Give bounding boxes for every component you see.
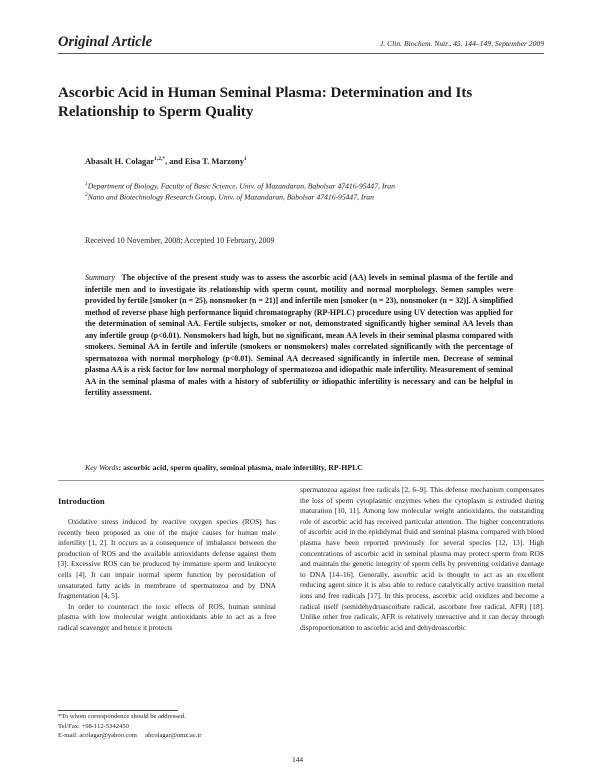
author-affiliation-marker: 1,2,* <box>154 156 166 162</box>
author-affiliation-marker: 1 <box>243 156 247 162</box>
author-name: Abasalt H. Colagar <box>85 156 155 166</box>
footnote-divider <box>58 710 178 711</box>
header-divider <box>58 53 544 54</box>
abstract-text: The objective of the present study was to assess the ascorbic acid (AA) levels in seminal plasma of the fertile and infertile men and to investigate its relationship with sperm count, motility and normal morphology. Semen samples were provided by fertile [smoker (n = 25), nonsmoker (n = 21)] and infertile men [smoker (n = 23), nonsmoker (n = 32)]. A simplified method of reverse phase high performance liquid chromatography (RP-HPLC) procedure using UV detection was applied for the determination of seminal AA. Fertile subjects, smoker or not, demonstrated significantly higher seminal AA levels than any infertile group (p<0.01). Nonsmokers had high, but no significant, mean AA levels in their seminal plasma compared with smokers. Seminal AA in fertile and infertile (smokers or nonsmokers) males correlated significantly with the percentage of spermatozoa with normal morphology (p<0.01). Seminal AA decreased significantly in infertile men. Decrease of seminal plasma AA is a risk factor for low normal morphology of spermatozoa and idiopathic male infertility. Measurement of seminal AA in the seminal plasma of males with a history of subfertility or idiopathic infertility is necessary and can be helpful in fertility assessment. <box>85 273 514 397</box>
journal-citation: J. Clin. Biochem. Nutr., 45, 144–149, September 2009 <box>379 39 544 48</box>
body-column-right <box>300 485 544 633</box>
body-paragraph: Oxidative stress induced by reactive oxygen species (ROS) has recently been proposed as one of the major causes for human male infertility [1, 2]. It occurs as a consequence of imbalance between the production of ROS and the available antioxidants defense against them [3]. Excessive ROS can be produced by immature sperm and leukocyte cells [4]. It can impair normal sperm function by peroxidation of unsaturated fatty acids in membrane of spermatozoa and by DNA fragmentation [4, 5]. <box>58 517 276 601</box>
page-number: 144 <box>292 755 304 764</box>
author-connector: , and <box>165 156 185 166</box>
section-divider <box>58 480 544 481</box>
article-type-label: Original Article <box>58 34 153 50</box>
article-title: Ascorbic Acid in Human Seminal Plasma: Determination and Its Relationship to Sperm Quality <box>58 85 473 120</box>
affiliation-marker: 2 <box>85 192 88 198</box>
keywords-label: Key Words <box>85 463 119 472</box>
footnote-line: *To whom correspondence should be addressed. <box>58 713 186 720</box>
body-paragraph: spermatozoa against free radicals [2, 6–9]. This defense mechanism compensates the loss of sperm cytoplasmic enzymes when the cytoplasm is extruded during maturation [10, 11]. Among low molecular weight antioxidants, the outstanding role of ascorbic acid has received particular attention. The higher concentrations of ascorbic acid in the epididymal fluid and seminal plasma compared with blood plasma have been reported previously for several species [12, 13]. High concentrations of ascorbic acid in seminal plasma may protect sperm from ROS and maintain the genetic integrity of sperm cells by preventing oxidative damage to DNA [14–16]. Generally, ascorbic acid is thought to act as an excellent reducing agent since it is also able to reduce catalytically active transition metal ions and free radicals [17]. In this process, ascorbic acid oxidizes and become a radical itself (semidehydroascorbate radical, ascorbate free radical, AFR) [18]. Unlike other free radicals, AFR is relatively unreactive and it can decay through disproportionation to ascorbic acid and dehydroascorbic <box>300 485 544 632</box>
affiliation-marker: 1 <box>85 181 88 187</box>
affiliation-1 <box>85 181 395 191</box>
section-heading-introduction: Introduction <box>58 496 105 506</box>
affiliation-text: Nano and Biotechnology Research Group, Univ. of Mazandaran, Babolsar 47416-95447, Iran <box>87 192 374 202</box>
author-list <box>85 156 247 166</box>
abstract-label: Summary <box>85 273 115 282</box>
abstract <box>85 272 513 399</box>
body-column-left <box>58 485 276 634</box>
body-paragraph: In order to counteract the toxic effects of ROS, human seminal plasma with low molecular weight antioxidants able to act as a free radical scavenger and hence it protects <box>58 601 276 632</box>
keywords <box>85 463 363 472</box>
correspondence-footnote <box>58 712 276 741</box>
footnote-line: Tel/Fax: +98-112-5342450 <box>58 722 129 730</box>
affiliation-2 <box>85 192 374 202</box>
affiliation-text: Department of Biology, Faculty of Basic Science, Univ. of Mazandaran, Babolsar 47416-95447, Iran <box>87 181 395 191</box>
keywords-text: : ascorbic acid, sperm quality, seminal plasma, male infertility, RP-HPLC <box>118 463 363 472</box>
author-name: Eisa T. Marzony <box>184 156 244 166</box>
footnote-line: E-mail: acolagar@yahoo.com ahcolagar@umz.ac.ir <box>58 732 202 739</box>
received-accepted-dates: Received 10 November, 2008; Accepted 10 February, 2009 <box>85 236 275 245</box>
